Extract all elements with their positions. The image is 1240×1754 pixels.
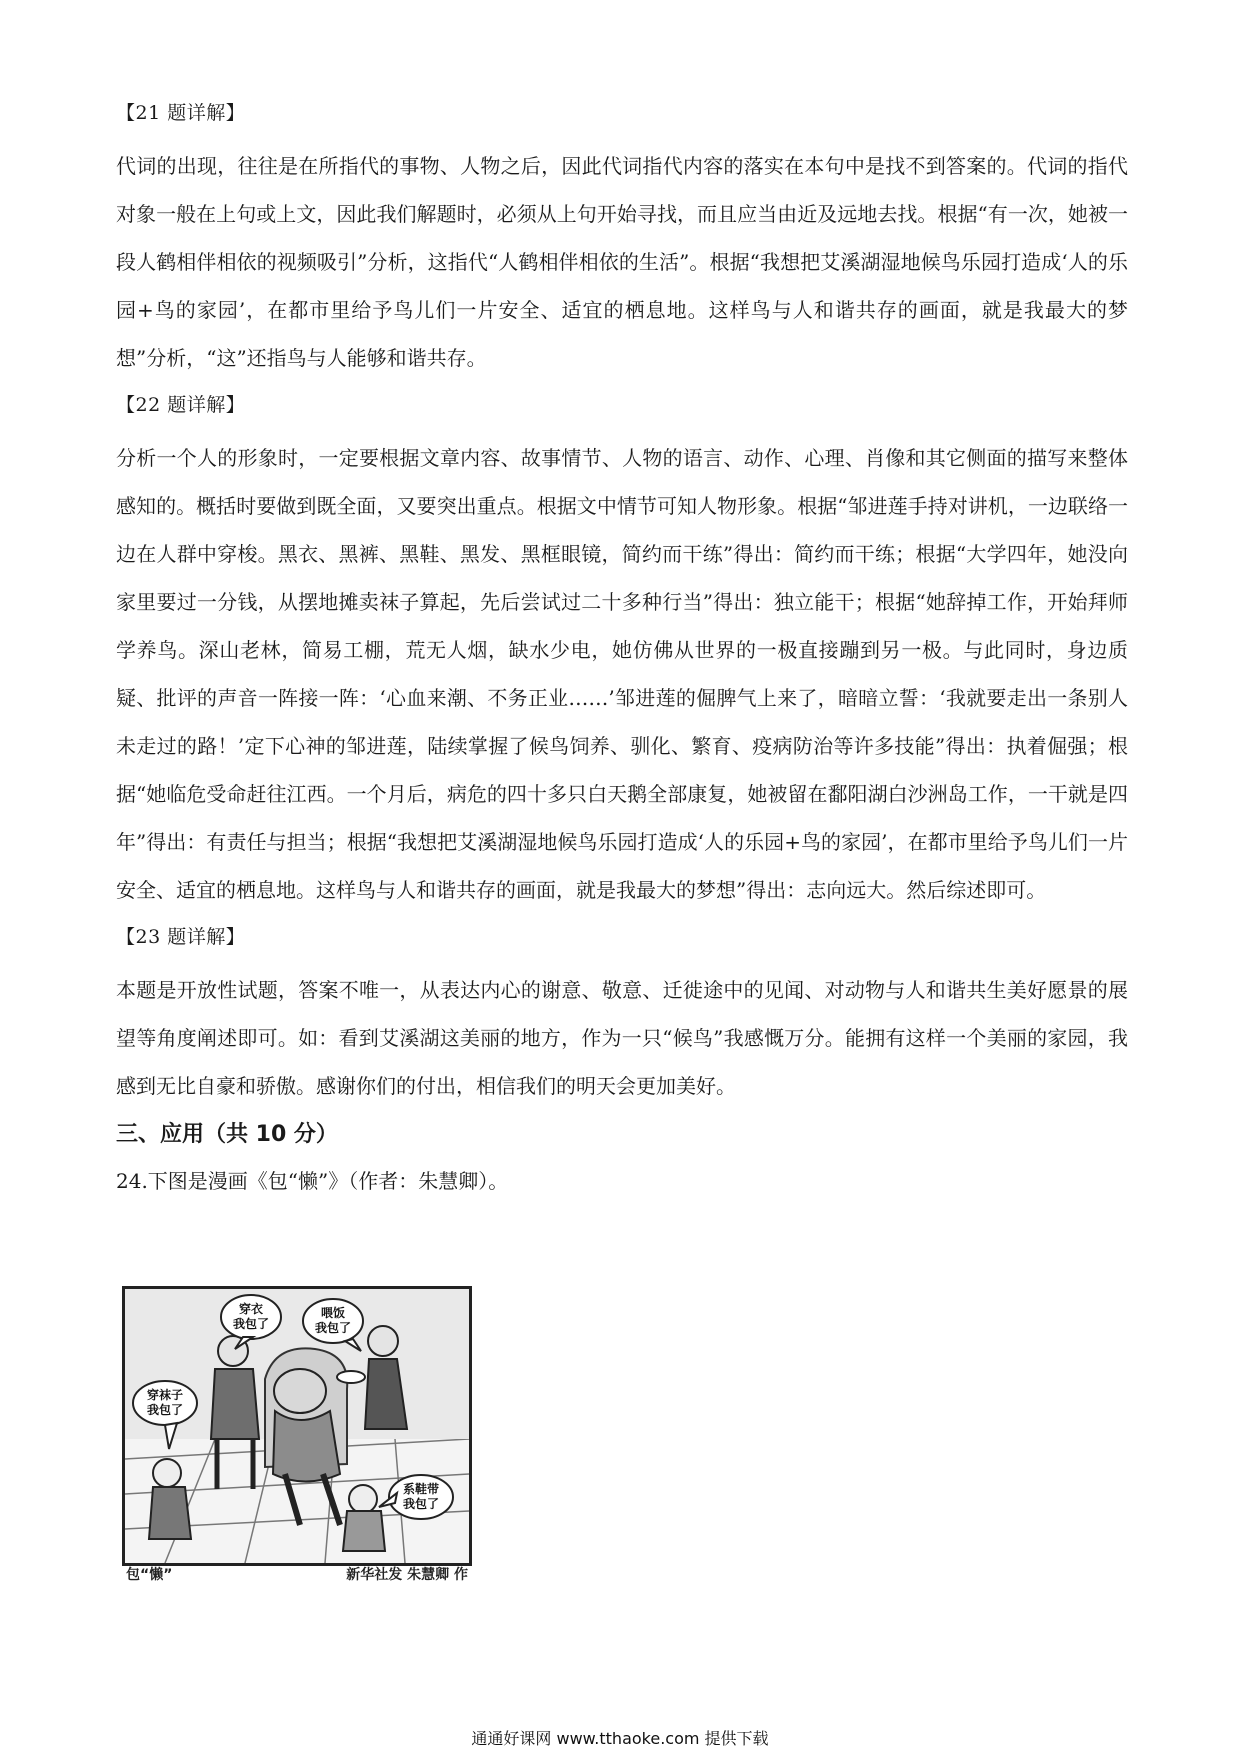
section-22 [116, 390, 1128, 914]
grandfather-head [153, 1459, 181, 1487]
food-bowl [337, 1371, 365, 1383]
bubble-dress-line1: 穿衣 [238, 1302, 264, 1316]
bubble-shoelace-line1: 系鞋带 [402, 1482, 440, 1496]
bubble-dress-line2: 我包了 [232, 1317, 270, 1331]
section-heading: 【22 题详解】 [116, 394, 246, 416]
lazy-person-head [274, 1369, 326, 1413]
section-paragraph: 代词的出现，往往是在所指代的事物、人物之后，因此代词指代内容的落实在本句中是找不到答案的。代词的指代对象一般在上句或上文，因此我们解题时，必须从上句开始寻找，而且应当由近及远地去找。根据“有一次，她被一段人鹤相伴相依的视频吸引”分析，这指代“人鹤相伴相依的生活”。根据“我想把艾溪湖湿地候鸟乐园打造成‘人的乐园+鸟的家园’，在都市里给予鸟儿们一片安全、适宜的栖息地。这样鸟与人和谐共存的画面，就是我最大的梦想”分析，“这”还指鸟与人能够和谐共存。 [116, 154, 1128, 370]
cartoon-image [122, 1286, 472, 1566]
grandmother-body [343, 1511, 385, 1551]
bubble-feed-line2: 我包了 [314, 1321, 352, 1335]
cartoon-title: 包“懒” [126, 1567, 173, 1583]
bubble-shoelace [379, 1475, 453, 1519]
section-heading: 【23 题详解】 [116, 926, 246, 948]
lazy-person-body [273, 1411, 340, 1482]
part-heading: 三、应用（共 10 分） [116, 1122, 338, 1147]
section-heading: 【21 题详解】 [116, 102, 246, 124]
cartoon-credit: 新华社发 朱慧卿 作 [346, 1567, 468, 1583]
answer-content [116, 98, 1128, 1198]
grandfather-body [149, 1487, 191, 1539]
section-23 [116, 922, 1128, 1110]
section-paragraph: 本题是开放性试题，答案不唯一，从表达内心的谢意、敬意、迁徙途中的见闻、对动物与人和谐共生美好愿景的展望等角度阐述即可。如：看到艾溪湖这美丽的地方，作为一只“候鸟”我感慨万分。能拥有这样一个美丽的家园，我感到无比自豪和骄傲。感谢你们的付出，相信我们的明天会更加美好。 [116, 978, 1128, 1098]
bubble-socks-line1: 穿袜子 [146, 1388, 184, 1402]
section-paragraph: 分析一个人的形象时，一定要根据文章内容、故事情节、人物的语言、动作、心理、肖像和其它侧面的描写来整体感知的。概括时要做到既全面，又要突出重点。根据文中情节可知人物形象。根据“邹进莲手持对讲机，一边联络一边在人群中穿梭。黑衣、黑裤、黑鞋、黑发、黑框眼镜，简约而干练”得出：简约而干练；根据“大学四年，她没向家里要过一分钱，从摆地摊卖袜子算起，先后尝试过二十多种行当”得出：独立能干；根据“她辞掉工作，开始拜师学养鸟。深山老林，简易工棚，荒无人烟，缺水少电，她仿佛从世界的一极直接蹦到另一极。与此同时，身边质疑、批评的声音一阵接一阵：‘心血来潮、不务正业……’邹进莲的倔脾气上来了，暗暗立誓：‘我就要走出一条别人未走过的路！’定下心神的邹进莲，陆续掌握了候鸟饲养、驯化、繁育、疫病防治等许多技能”得出：执着倔强；根据“她临危受命赶往江西。一个月后，病危的四十多只白天鹅全部康复，她被留在鄱阳湖白沙洲岛工作，一干就是四年”得出：有责任与担当；根据“我想把艾溪湖湿地候鸟乐园打造成‘人的乐园+鸟的家园’，在都市里给予鸟儿们一片安全、适宜的栖息地。这样鸟与人和谐共存的画面，就是我最大的梦想”得出：志向远大。然后综述即可。 [116, 446, 1128, 902]
bubble-shoelace-line2: 我包了 [402, 1497, 440, 1511]
bubble-socks-line2: 我包了 [146, 1403, 184, 1417]
mother-head [368, 1326, 398, 1356]
father-body [211, 1369, 259, 1439]
question-24: 24.下图是漫画《包“懒”》（作者：朱慧卿）。 [116, 1169, 509, 1193]
grandmother-head [349, 1485, 377, 1513]
cartoon-caption [120, 1564, 470, 1586]
bubble-feed-line1: 喂饭 [320, 1306, 346, 1320]
page-footer: 通通好课网 www.tthaoke.com 提供下载 [471, 1729, 769, 1748]
section-21 [116, 98, 1128, 382]
